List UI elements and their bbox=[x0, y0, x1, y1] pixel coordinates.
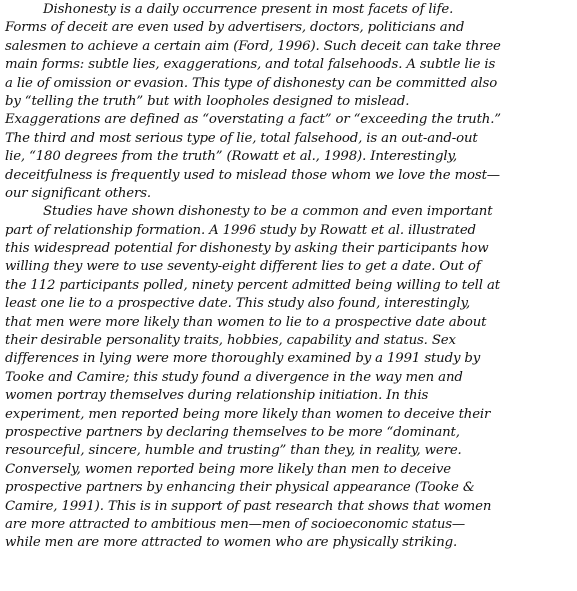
text-line: prospective partners by declaring themselves to be more “dominant, bbox=[5, 424, 460, 440]
text-line: Dishonesty is a daily occurrence present in most facets of life. bbox=[43, 2, 454, 17]
text-line: resourceful, sincere, humble and trusting” than they, in reality, were. bbox=[5, 443, 462, 459]
text-line: experiment, men reported being more likely than women to deceive their bbox=[5, 406, 491, 422]
text-line: a lie of omission or evasion. This type of dishonesty can be committed also bbox=[5, 75, 498, 91]
text-line: Studies have shown dishonesty to be a common and even important bbox=[43, 204, 493, 220]
text-line: Tooke and Camire; this study found a divergence in the way men and bbox=[5, 369, 463, 385]
text-line: The third and most serious type of lie, total falsehood, is an out-and-out bbox=[5, 130, 478, 146]
text-line: differences in lying were more thoroughly examined by a 1991 study by bbox=[5, 351, 481, 367]
text-line: that men were more likely than women to lie to a prospective date about bbox=[5, 314, 487, 330]
text-line: prospective partners by enhancing their physical appearance (Tooke & bbox=[5, 480, 475, 496]
text-line: deceitfulness is frequently used to mislead those whom we love the most— bbox=[5, 167, 500, 183]
paragraph-1 bbox=[5, 1, 572, 203]
text-line: our significant others. bbox=[5, 185, 151, 201]
text-line: willing they were to use seventy-eight different lies to get a date. Out of bbox=[5, 259, 481, 275]
text-line: their desirable personality traits, hobbies, capability and status. Sex bbox=[5, 333, 456, 349]
text-line: Camire, 1991). This is in support of past research that shows that women bbox=[5, 498, 492, 514]
paragraph-2 bbox=[5, 203, 572, 552]
text-line: women portray themselves during relationship initiation. In this bbox=[5, 388, 429, 404]
text-line: part of relationship formation. A 1996 study by Rowatt et al. illustrated bbox=[5, 222, 476, 238]
text-line: least one lie to a prospective date. This study also found, interestingly, bbox=[5, 296, 471, 312]
text-line: by “telling the truth” but with loopholes designed to mislead. bbox=[5, 93, 410, 109]
text-line: the 112 participants polled, ninety percent admitted being willing to tell at bbox=[5, 277, 500, 293]
text-line: Conversely, women reported being more likely than men to deceive bbox=[5, 461, 451, 477]
text-line: salesmen to achieve a certain aim (Ford, 1996). Such deceit can take three bbox=[5, 38, 501, 54]
text-line: Forms of deceit are even used by advertisers, doctors, politicians and bbox=[5, 20, 465, 36]
document-page bbox=[5, 1, 572, 553]
text-line: are more attracted to ambitious men—men of socioeconomic status— bbox=[5, 516, 466, 532]
text-line: lie, “180 degrees from the truth” (Rowatt et al., 1998). Interestingly, bbox=[5, 149, 458, 165]
text-line: this widespread potential for dishonesty by asking their participants how bbox=[5, 241, 489, 257]
text-line: main forms: subtle lies, exaggerations, and total falsehoods. A subtle lie is bbox=[5, 57, 496, 73]
text-line: Exaggerations are defined as “overstating a fact” or “exceeding the truth.” bbox=[5, 112, 501, 128]
text-line: while men are more attracted to women who are physically striking. bbox=[5, 535, 458, 551]
